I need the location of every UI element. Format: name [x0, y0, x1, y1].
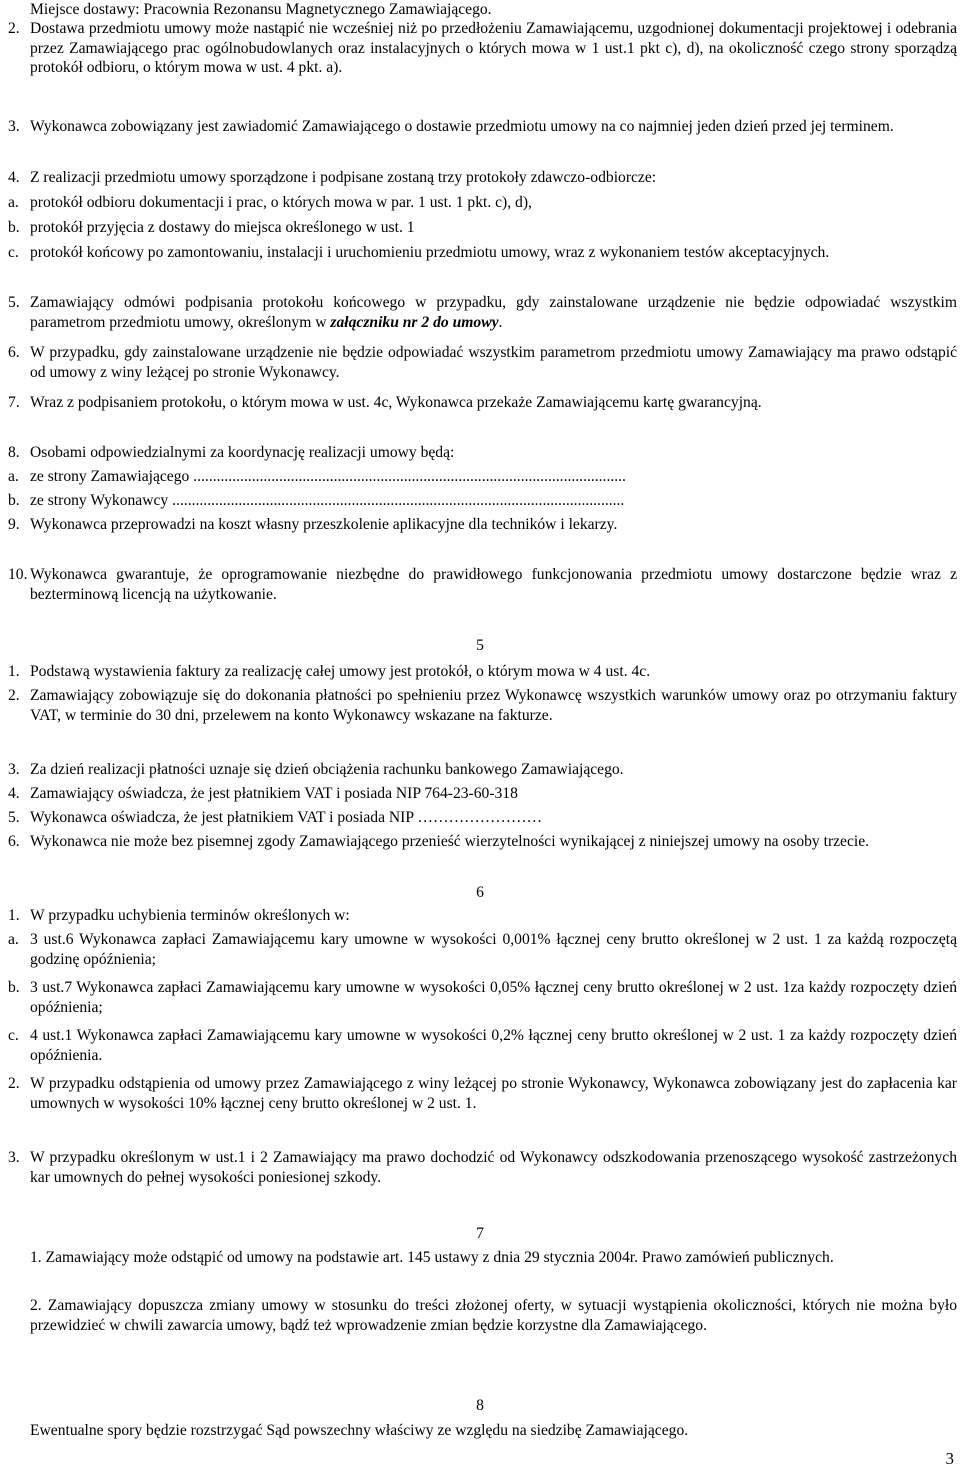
clause-text: Dostawa przedmiotu umowy może nastąpić nie wcześniej niż po przedłożeniu Zamawiającemu, uzgodnionej dokumentacji projektowej i odebrania przez Zamawiającego prac ogólnobudowlanych oraz instalacyjnych o których mowa w 1 ust.1 pkt c), d), na okoliczność czego strony sporządzą protokół odbioru, o którym mowa w ust. 4 pkt. a). — [30, 20, 957, 76]
clause-text — [30, 293, 957, 332]
sec5-item-4 — [8, 784, 957, 804]
clause-letter: c. — [8, 244, 19, 261]
clause-3 — [8, 117, 957, 137]
section-heading-5 — [0, 636, 960, 656]
clause-4 — [8, 168, 957, 188]
clause-text: Ewentualne spory będzie rozstrzygać Sąd powszechny właściwy ze względu na siedzibę Zamawiającego. — [30, 1422, 689, 1439]
clause-number: 10. — [8, 566, 28, 583]
clause-text: protokół przyjęcia z dostawy do miejsca określonego w ust. 1 — [30, 219, 415, 236]
clause-number: 4. — [8, 169, 20, 186]
clause-4a — [8, 193, 957, 213]
clause-number: 8. — [8, 444, 20, 461]
clause-number: 2. — [8, 687, 20, 704]
clause-number: 2. — [8, 1075, 20, 1092]
clause-number: 9. — [8, 516, 20, 533]
clause-text: W przypadku odstąpienia od umowy przez Zamawiającego z winy leżącej po stronie Wykonawcy, Wykonawca zobowiązany jest do zapłacenia kar umownych w wysokości 10% łącznej ceny brutto określonej w 2 ust. 1. — [30, 1075, 957, 1112]
clause-text: W przypadku określonym w ust.1 i 2 Zamawiający ma prawo dochodzić od Wykonawcy odszkodowania przenoszącego wysokość zastrzeżonych kar umownych do pełnej wysokości poniesionej szkody. — [30, 1149, 957, 1186]
sec6-item-2 — [8, 1074, 957, 1113]
clause-letter: a. — [8, 468, 19, 485]
clause-8 — [8, 443, 957, 463]
clause-text: Podstawą wystawienia faktury za realizację całej umowy jest protokół, o którym mowa w 4 ust. 4c. — [30, 663, 651, 680]
sec5-item-5 — [8, 808, 957, 828]
clause-text: Wykonawca gwarantuje, że oprogramowanie niezbędne do prawidłowego funkcjonowania przedmiotu umowy dostarczone będzie wraz z bezterminową licencją na użytkowanie. — [30, 566, 957, 603]
clause-5 — [8, 293, 957, 332]
sec6-item-a — [8, 930, 957, 969]
clause-text — [30, 808, 957, 828]
sec8-text — [30, 1421, 957, 1441]
sec5-item-2 — [8, 686, 957, 725]
clause-number: 4. — [8, 785, 20, 802]
section-number: 5 — [476, 637, 484, 654]
clause-number: 3. — [8, 1149, 20, 1166]
clause-number: 1. — [8, 907, 20, 924]
clause-text: Osobami odpowiedzialnymi za koordynację realizacji umowy będą: — [30, 444, 455, 461]
delivery-place-line — [30, 0, 957, 20]
clause-number: 2. — [8, 20, 20, 37]
clause-2 — [8, 19, 957, 78]
delivery-place-text: Miejsce dostawy: Pracownia Rezonansu Magnetycznego Zamawiającego. — [30, 1, 492, 18]
clause-text-part: . — [498, 313, 503, 331]
clause-number: 5. — [8, 809, 20, 826]
clause-9 — [8, 515, 957, 535]
section-number: 6 — [476, 884, 484, 901]
clause-text: protokół końcowy po zamontowaniu, instalacji i uruchomieniu przedmiotu umowy, wraz z wykonaniem testów akceptacyjnych. — [30, 244, 830, 261]
clause-number: 5. — [8, 294, 20, 311]
sec7-item-1 — [30, 1248, 957, 1268]
clause-7 — [8, 393, 957, 413]
clause-letter: c. — [8, 1027, 19, 1044]
clause-6 — [8, 343, 957, 382]
nip-dotted-blank: …………………… — [417, 809, 543, 826]
clause-number: 6. — [8, 833, 20, 850]
clause-text: Z realizacji przedmiotu umowy sporządzone i podpisane zostaną trzy protokoły zdawczo-odbiorcze: — [30, 169, 657, 186]
clause-letter: b. — [8, 219, 20, 236]
sec6-item-b — [8, 978, 957, 1017]
clause-text: protokół odbioru dokumentacji i prac, o których mowa w par. 1 ust. 1 pkt. c), d), — [30, 194, 532, 211]
clause-number: 3. — [8, 761, 20, 778]
clause-number: 3. — [8, 118, 20, 135]
clause-text: Wykonawca nie może bez pisemnej zgody Zamawiającego przenieść wierzytelności wynikającej z niniejszej umowy na osoby trzecie. — [30, 833, 870, 850]
clause-text: 1. Zamawiający może odstąpić od umowy na podstawie art. 145 ustawy z dnia 29 stycznia 2004r. Prawo zamówień publicznych. — [30, 1249, 834, 1266]
clause-letter: b. — [8, 492, 20, 509]
sec5-item-3 — [8, 760, 957, 780]
clause-text: Wykonawca przeprowadzi na koszt własny przeszkolenie aplikacyjne dla techników i lekarzy. — [30, 516, 618, 533]
clause-4c — [8, 243, 957, 263]
clause-text-part: Wykonawca oświadcza, że jest płatnikiem VAT i posiada NIP — [30, 809, 418, 826]
section-heading-7 — [0, 1224, 960, 1244]
sec5-item-1 — [8, 662, 957, 682]
clause-text: Zamawiający oświadcza, że jest płatnikiem VAT i posiada NIP 764-23-60-318 — [30, 785, 518, 802]
clause-text: 3 ust.6 Wykonawca zapłaci Zamawiającemu kary umowne w wysokości 0,001% łącznej ceny brutto określonej w 2 ust. 1 za każdą rozpoczętą godzinę opóźnienia; — [30, 931, 957, 968]
section-heading-6 — [0, 883, 960, 903]
clause-text: ze strony Zamawiającego ............................................................................................................... — [30, 468, 626, 485]
clause-text: Zamawiający zobowiązuje się do dokonania płatności po spełnieniu przez Wykonawcę wszystkich warunków umowy oraz po otrzymaniu faktury VAT, w terminie do 30 dni, przelewem na konto Wykonawcy wskazane na fakturze. — [30, 687, 957, 724]
clause-text: ze strony Wykonawcy .................................................................................................................... — [30, 492, 625, 509]
clause-text: Wykonawca zobowiązany jest zawiadomić Zamawiającego o dostawie przedmiotu umowy na co najmniej jeden dzień przed jej terminem. — [30, 118, 894, 135]
clause-number: 1. — [8, 663, 20, 680]
clause-text: 3 ust.7 Wykonawca zapłaci Zamawiającemu kary umowne w wysokości 0,05% łącznej ceny brutto określonej w 2 ust. 1za każdy rozpoczęty dzień opóźnienia; — [30, 979, 957, 1016]
sec5-item-6 — [8, 832, 957, 852]
clause-text: 2. Zamawiający dopuszcza zmiany umowy w stosunku do treści złożonej oferty, w sytuacji wystąpienia okoliczności, których nie można było przewidzieć w chwili zawarcia umowy, bądź też wprowadzenie zmian będzie korzystne dla Zamawiającego. — [30, 1297, 957, 1334]
clause-text: 4 ust.1 Wykonawca zapłaci Zamawiającemu kary umowne w wysokości 0,2% łącznej ceny brutto określonej w 2 ust. 1 za każdy rozpoczęty dzień opóźnienia. — [30, 1027, 957, 1064]
clause-text: Za dzień realizacji płatności uznaje się dzień obciążenia rachunku bankowego Zamawiającego. — [30, 761, 624, 778]
clause-text: W przypadku uchybienia terminów określonych w: — [30, 907, 350, 924]
clause-letter: b. — [8, 979, 20, 996]
section-number: 7 — [476, 1225, 484, 1242]
clause-text: Wraz z podpisaniem protokołu, o którym mowa w ust. 4c, Wykonawca przekaże Zamawiającemu kartę gwarancyjną. — [30, 394, 762, 411]
sec6-item-1 — [8, 906, 957, 926]
clause-text-part: Zamawiający odmówi podpisania protokołu końcowego w przypadku, gdy zainstalowane urządzenie nie będzie odpowiadać wszystkim parametrom przedmiotu umowy, określonym w — [30, 294, 957, 331]
clause-text: W przypadku, gdy zainstalowane urządzenie nie będzie odpowiadać wszystkim parametrom przedmiotu umowy Zamawiający ma prawo odstąpić od umowy z winy leżącej po stronie Wykonawcy. — [30, 344, 957, 381]
sec7-item-2 — [30, 1296, 957, 1335]
clause-letter: a. — [8, 194, 19, 211]
clause-8a — [8, 467, 957, 487]
clause-letter: a. — [8, 931, 19, 948]
clause-number: 6. — [8, 344, 20, 361]
sec6-item-3 — [8, 1148, 957, 1187]
sec6-item-c — [8, 1026, 957, 1065]
clause-4b — [8, 218, 957, 238]
clause-10 — [8, 565, 957, 604]
annex-reference: załączniku nr 2 do umowy — [330, 313, 499, 331]
clause-number: 7. — [8, 394, 20, 411]
page-number: 3 — [945, 1449, 954, 1468]
section-number: 8 — [476, 1397, 484, 1414]
clause-8b — [8, 491, 957, 511]
section-heading-8 — [0, 1396, 960, 1416]
